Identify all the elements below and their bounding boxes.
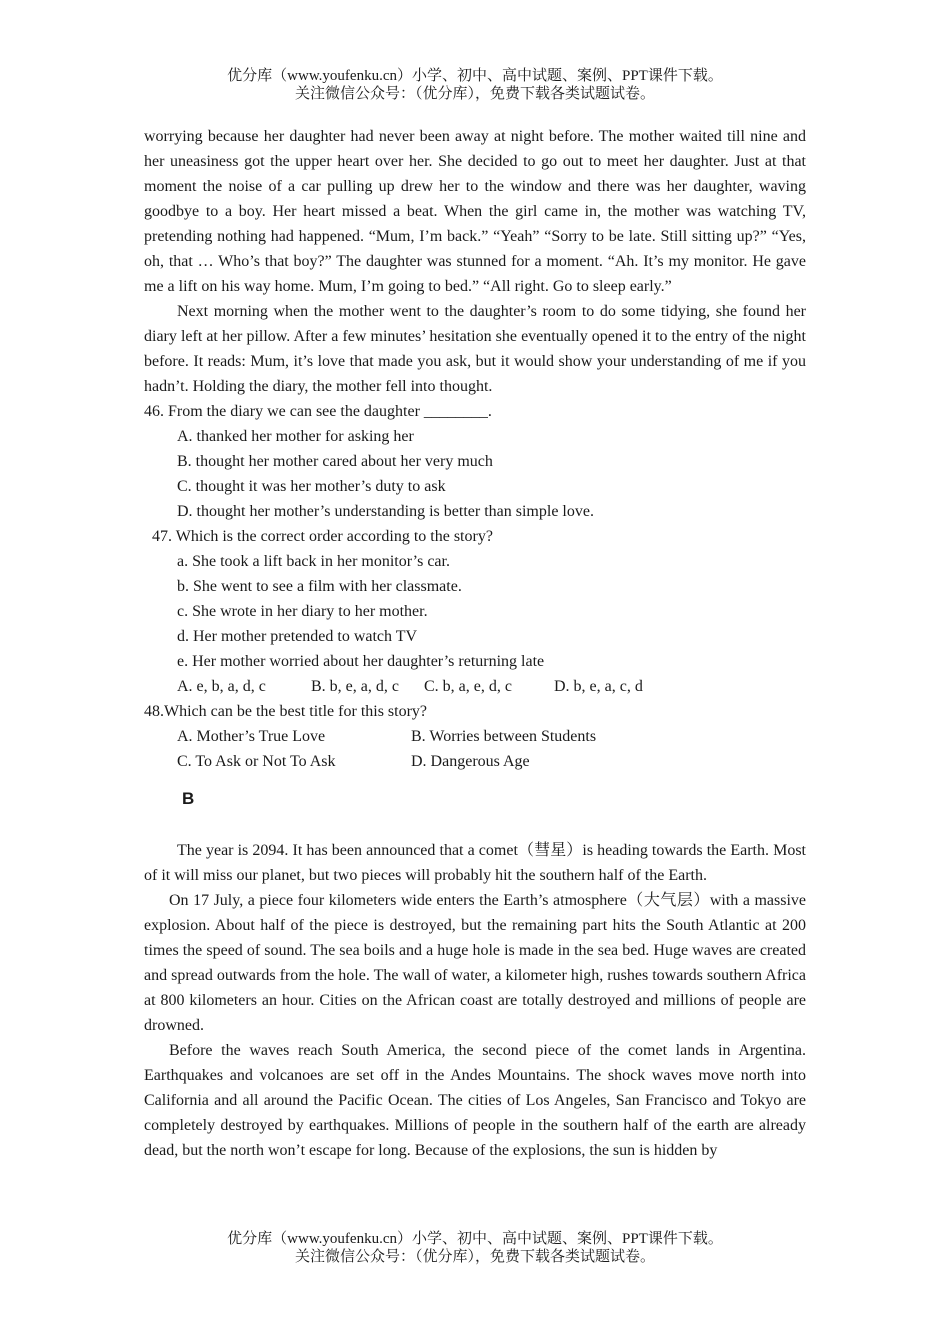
document-body — [144, 124, 806, 1163]
question-47-item-e: e. Her mother worried about her daughter’s returning late — [177, 653, 545, 670]
question-47-item-c: c. She wrote in her diary to her mother. — [177, 603, 428, 620]
passage-b-paragraph-1: The year is 2094. It has been announced that a comet（彗星）is heading towards the Earth. Most of it will miss our planet, but two pieces will probably hit the southern half of the Earth. — [144, 842, 806, 884]
question-47-option-d: D. b, e, a, c, d — [554, 678, 643, 695]
question-48-option-c: C. To Ask or Not To Ask — [177, 753, 336, 770]
question-47-item-b: b. She went to see a film with her classmate. — [177, 578, 462, 595]
question-47-options — [144, 674, 806, 699]
question-46-option-a: A. thanked her mother for asking her — [177, 428, 414, 445]
question-46-option-d: D. thought her mother’s understanding is better than simple love. — [177, 503, 594, 520]
question-47-item-a: a. She took a lift back in her monitor’s car. — [177, 553, 450, 570]
page-header — [0, 67, 950, 103]
passage-a-paragraph-1: worrying because her daughter had never been away at night before. The mother waited till nine and her uneasiness got the upper heart over her. She decided to go out to meet her daughter. Just at that moment the noise of a car pulling up drew her to the window and there was her daughter, waving goodbye to a boy. Her heart missed a beat. When the girl came in, the mother was watching TV, pretending nothing had happened. “Mum, I’m back.” “Yeah” “Sorry to be late. Still sitting up?” “Yes, oh, that … Who’s that boy?” The daughter was stunned for a moment. “Ah. It’s my monitor. He gave me a lift on his way home. Mum, I’m going to bed.” “All right. Go to sleep early.” — [144, 128, 806, 295]
passage-b-paragraph-2: On 17 July, a piece four kilometers wide enters the Earth’s atmosphere（大气层）with a massive explosion. About half of the piece is destroyed, but the remaining part hits the South Atlantic at 200 times the speed of sound. The sea boils and a huge hole is made in the sea bed. Huge waves are created and spread outwards from the hole. The wall of water, a kilometer high, rushes towards southern Africa at 800 kilometers an hour. Cities on the African coast are totally destroyed and millions of people are drowned. — [144, 892, 806, 1034]
question-47-stem: 47. Which is the correct order according to the story? — [152, 528, 493, 545]
question-48-option-a: A. Mother’s True Love — [177, 728, 326, 745]
section-b-label: B — [182, 789, 195, 808]
header-line-1: 优分库（www.youfenku.cn）小学、初中、高中试题、案例、PPT课件下载。 — [227, 68, 723, 84]
question-48-option-b: B. Worries between Students — [411, 728, 597, 745]
question-47-option-b: B. b, e, a, d, c — [311, 678, 399, 695]
question-48-options-row-2 — [144, 749, 806, 774]
page-footer — [0, 1230, 950, 1266]
question-46 — [144, 399, 806, 524]
footer-line-2: 关注微信公众号：（优分库），免费下载各类试题试卷。 — [294, 1249, 655, 1265]
question-47-option-a: A. e, b, a, d, c — [177, 678, 266, 695]
question-46-stem: 46. From the diary we can see the daughter ________. — [144, 403, 492, 420]
question-48-options-row-1 — [144, 724, 806, 749]
question-48 — [144, 699, 806, 774]
question-47-option-c: C. b, a, e, d, c — [424, 678, 512, 695]
question-48-option-d: D. Dangerous Age — [411, 753, 530, 770]
question-46-option-c: C. thought it was her mother’s duty to ask — [177, 478, 446, 495]
footer-line-1: 优分库（www.youfenku.cn）小学、初中、高中试题、案例、PPT课件下载。 — [227, 1231, 723, 1247]
header-line-2: 关注微信公众号：（优分库），免费下载各类试题试卷。 — [294, 86, 655, 102]
passage-b-paragraph-3: Before the waves reach South America, the second piece of the comet lands in Argentina. Earthquakes and volcanoes are set off in the Andes Mountains. The shock waves move north into California and all around the Pacific Ocean. The cities of Los Angeles, San Francisco and Tokyo are completely destroyed by earthquakes. Millions of people in the southern half of the earth are already dead, but the north won’t escape for long. Because of the explosions, the sun is hidden by — [144, 1042, 806, 1159]
question-48-stem: 48.Which can be the best title for this story? — [144, 703, 428, 720]
question-47 — [144, 524, 806, 699]
question-47-item-d: d. Her mother pretended to watch TV — [177, 628, 418, 645]
question-46-option-b: B. thought her mother cared about her very much — [177, 453, 493, 470]
passage-a-paragraph-2: Next morning when the mother went to the daughter’s room to do some tidying, she found her diary left at her pillow. After a few minutes’ hesitation she eventually opened it to the entry of the night before. It reads: Mum, it’s love that made you ask, but it would show your understanding of me if you hadn’t. Holding the diary, the mother fell into thought. — [144, 303, 806, 395]
